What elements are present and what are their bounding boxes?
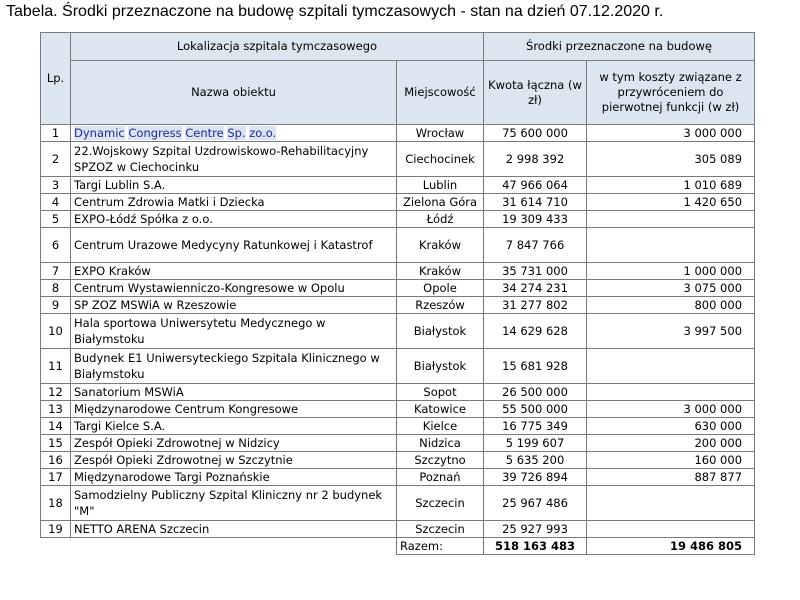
cell-lp: 5 [41, 211, 71, 228]
cell-city: Opole [397, 280, 484, 297]
hospital-funds-table [40, 32, 755, 555]
table-row [41, 486, 755, 521]
cell-name: EXPO Kraków [71, 263, 397, 280]
cell-name: Centrum Wystawienniczo-Kongresowe w Opolu [71, 280, 397, 297]
header-kwota: Kwota łączna (w zł) [484, 61, 587, 125]
table-caption: Tabela. Środki przeznaczone na budowę szpitali tymczasowych - stan na dzień 07.12.2020 r. [6, 3, 664, 20]
cell-lp: 1 [41, 125, 71, 142]
cell-restore: 3 997 500 [587, 314, 755, 349]
cell-restore [587, 521, 755, 538]
cell-lp: 17 [41, 469, 71, 486]
table-row [41, 211, 755, 228]
summary-label: Razem: [397, 538, 484, 555]
cell-city: Ciechocinek [397, 142, 484, 177]
cell-city: Nidzica [397, 435, 484, 452]
header-nazwa: Nazwa obiektu [71, 61, 397, 125]
cell-total: 2 998 392 [484, 142, 587, 177]
highlighted-word: Centre [185, 126, 224, 140]
header-lokalizacja: Lokalizacja szpitala tymczasowego [71, 33, 484, 61]
cell-name: Zespół Opieki Zdrowotnej w Nidzicy [71, 435, 397, 452]
table-row [41, 314, 755, 349]
header-miejscowosc: Miejscowość [397, 61, 484, 125]
cell-restore [587, 228, 755, 263]
cell-restore: 160 000 [587, 452, 755, 469]
table-row [41, 280, 755, 297]
table-row [41, 297, 755, 314]
summary-total: 518 163 483 [484, 538, 587, 555]
cell-lp: 8 [41, 280, 71, 297]
table-row [41, 349, 755, 384]
cell-name: Międzynarodowe Targi Poznańskie [71, 469, 397, 486]
table-row [41, 142, 755, 177]
cell-lp: 10 [41, 314, 71, 349]
cell-total: 5 635 200 [484, 452, 587, 469]
cell-city: Szczytno [397, 452, 484, 469]
cell-city: Kielce [397, 418, 484, 435]
cell-restore: 3 000 000 [587, 125, 755, 142]
cell-name: Zespół Opieki Zdrowotnej w Szczytnie [71, 452, 397, 469]
table-row [41, 384, 755, 401]
cell-restore: 1 420 650 [587, 194, 755, 211]
cell-lp: 16 [41, 452, 71, 469]
cell-name: Targi Lublin S.A. [71, 177, 397, 194]
cell-lp: 14 [41, 418, 71, 435]
cell-name: Centrum Zdrowia Matki i Dziecka [71, 194, 397, 211]
cell-name [71, 125, 397, 142]
cell-total: 31 277 802 [484, 297, 587, 314]
table-row [41, 418, 755, 435]
cell-city: Poznań [397, 469, 484, 486]
cell-restore: 1 010 689 [587, 177, 755, 194]
cell-total: 15 681 928 [484, 349, 587, 384]
cell-name: EXPO-Łódź Spółka z o.o. [71, 211, 397, 228]
cell-name: Centrum Urazowe Medycyny Ratunkowej i Katastrof [71, 228, 397, 263]
cell-total: 14 629 628 [484, 314, 587, 349]
summary-spacer [41, 538, 397, 555]
cell-restore: 630 000 [587, 418, 755, 435]
cell-city: Sopot [397, 384, 484, 401]
cell-restore: 3 075 000 [587, 280, 755, 297]
header-lp: Lp. [41, 33, 71, 125]
table-row [41, 452, 755, 469]
highlighted-word: Sp. [227, 126, 246, 140]
cell-city: Białystok [397, 349, 484, 384]
cell-lp: 19 [41, 521, 71, 538]
cell-city: Białystok [397, 314, 484, 349]
header-koszty: w tym koszty związane z przywróceniem do pierwotnej funkcji (w zł) [587, 61, 755, 125]
highlighted-word: zo.o. [249, 126, 277, 140]
cell-lp: 2 [41, 142, 71, 177]
cell-name: SP ZOZ MSWiA w Rzeszowie [71, 297, 397, 314]
cell-total: 75 600 000 [484, 125, 587, 142]
cell-lp: 13 [41, 401, 71, 418]
cell-name: Hala sportowa Uniwersytetu Medycznego w Białymstoku [71, 314, 397, 349]
cell-total: 39 726 894 [484, 469, 587, 486]
cell-total: 7 847 766 [484, 228, 587, 263]
cell-name: 22.Wojskowy Szpital Uzdrowiskowo-Rehabilitacyjny SPZOZ w Ciechocinku [71, 142, 397, 177]
cell-name: Sanatorium MSWiA [71, 384, 397, 401]
cell-total: 5 199 607 [484, 435, 587, 452]
table-row [41, 263, 755, 280]
table-row [41, 435, 755, 452]
cell-restore: 305 089 [587, 142, 755, 177]
cell-city: Wrocław [397, 125, 484, 142]
cell-city: Szczecin [397, 486, 484, 521]
cell-total: 34 274 231 [484, 280, 587, 297]
table-row [41, 228, 755, 263]
cell-name: Budynek E1 Uniwersyteckiego Szpitala Klinicznego w Białymstoku [71, 349, 397, 384]
cell-restore: 800 000 [587, 297, 755, 314]
cell-name: Targi Kielce S.A. [71, 418, 397, 435]
cell-name: Samodzielny Publiczny Szpital Kliniczny nr 2 budynek "M" [71, 486, 397, 521]
cell-lp: 9 [41, 297, 71, 314]
cell-city: Kraków [397, 228, 484, 263]
summary-row [41, 538, 755, 555]
cell-total: 55 500 000 [484, 401, 587, 418]
cell-city: Lublin [397, 177, 484, 194]
cell-city: Szczecin [397, 521, 484, 538]
table-row [41, 177, 755, 194]
cell-lp: 7 [41, 263, 71, 280]
cell-name: NETTO ARENA Szczecin [71, 521, 397, 538]
cell-lp: 12 [41, 384, 71, 401]
cell-total: 19 309 433 [484, 211, 587, 228]
table-row [41, 469, 755, 486]
cell-total: 31 614 710 [484, 194, 587, 211]
cell-restore: 887 877 [587, 469, 755, 486]
cell-city: Kraków [397, 263, 484, 280]
cell-city: Zielona Góra [397, 194, 484, 211]
cell-lp: 11 [41, 349, 71, 384]
summary-restore: 19 486 805 [587, 538, 755, 555]
cell-lp: 15 [41, 435, 71, 452]
cell-restore: 3 000 000 [587, 401, 755, 418]
table-row [41, 125, 755, 142]
cell-city: Katowice [397, 401, 484, 418]
cell-restore: 200 000 [587, 435, 755, 452]
cell-restore [587, 349, 755, 384]
header-srodki: Środki przeznaczone na budowę [484, 33, 755, 61]
table-row [41, 194, 755, 211]
cell-total: 16 775 349 [484, 418, 587, 435]
cell-restore: 1 000 000 [587, 263, 755, 280]
cell-city: Łódź [397, 211, 484, 228]
table-row [41, 521, 755, 538]
cell-name: Międzynarodowe Centrum Kongresowe [71, 401, 397, 418]
highlighted-word: Dynamic [74, 126, 125, 140]
cell-total: 25 967 486 [484, 486, 587, 521]
cell-lp: 4 [41, 194, 71, 211]
cell-total: 26 500 000 [484, 384, 587, 401]
cell-lp: 3 [41, 177, 71, 194]
cell-lp: 18 [41, 486, 71, 521]
cell-total: 35 731 000 [484, 263, 587, 280]
highlighted-word: Congress [128, 126, 182, 140]
cell-total: 47 966 064 [484, 177, 587, 194]
cell-lp: 6 [41, 228, 71, 263]
cell-restore [587, 486, 755, 521]
cell-city: Rzeszów [397, 297, 484, 314]
cell-restore [587, 384, 755, 401]
table-row [41, 401, 755, 418]
cell-restore [587, 211, 755, 228]
cell-total: 25 927 993 [484, 521, 587, 538]
